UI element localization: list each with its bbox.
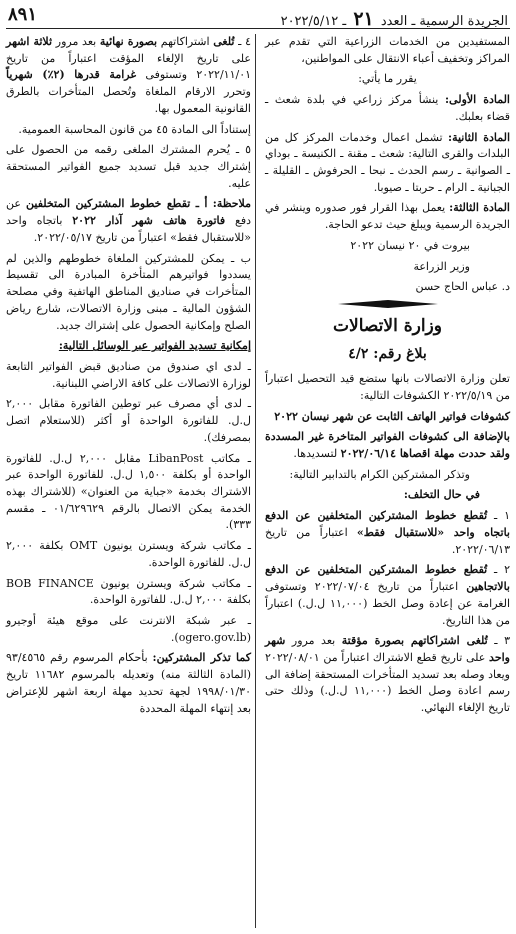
measure-3-bold: تُلغى اشتراكاتهم بصورة مؤقتة	[341, 634, 488, 648]
place-date: بيروت في ٢٠ نيسان ٢٠٢٢	[350, 238, 470, 252]
decides-line: يقرر ما يأتي:	[358, 72, 417, 86]
measure-1-num: ١ ـ	[487, 509, 511, 523]
notice-number: بلاغ رقم: ٤/٢	[348, 345, 427, 362]
right-column	[265, 34, 510, 721]
ministry-heading: وزارة الاتصالات	[333, 316, 442, 337]
issue-number: ٢١	[353, 8, 374, 30]
measure-4-bold-d: غرامة قدرها (٢٪) شهرياً	[6, 68, 137, 82]
measure-2	[265, 562, 510, 629]
measure-2-num: ٢ ـ	[487, 563, 511, 577]
decision-preamble: المستفيدين من الخدمات الزراعية التي تقدم عبر المراكز وتخفيف أعباء الانتقال على المواطنين،	[265, 35, 510, 65]
article-3-text: يعمل بهذا القرار فور صدوره وينشر في الجريدة الرسمية ويبلغ حيث تدعو الحاجة.	[265, 201, 510, 232]
note-a-rest: باتجاه واحد «للاستقبال فقط» اعتباراً من تاريخ ٢٠٢٢/٠٥/١٧.	[6, 214, 251, 244]
measure-4-text-d: وتحرر الارقام الملغاة وتُحصل المتأخرات بالطرق القانونية المعمول بها.	[6, 85, 251, 115]
final-reminder-label: كما تذكر المشتركين:	[152, 651, 251, 665]
payment-method-3: ـ مكاتب LibanPost مقابل ٢,٠٠٠ ل.ل. للفاتورة الواحدة أو بكلفة ١,٥٠٠ ل.ل. للفاتورة الواحدة عبر الاشتراك بخدمة «جباية من العنوان» (للاشتراك بهذه الخدمة يمكن الاتصال بالرقم ٠١/٦٢٩٦٢٩ ـ مقسم ٣٣٣).	[6, 451, 251, 532]
note-a-bold: تقطع خطوط المشتركين المتخلفين	[26, 197, 191, 211]
page-number: ٨٩١	[8, 4, 38, 25]
article-2	[265, 130, 510, 197]
measure-1	[265, 508, 510, 558]
overdue-bold: بالإضافة الى كشوفات الفواتير المتاخرة غير المسددة ولقد حددت مهلة اقصاها ٢٠٢٢/٠٦/١٤	[265, 430, 510, 461]
measure-3-text: بعد مرور	[285, 634, 342, 648]
measure-4-bold-a: تُلغى	[213, 35, 235, 48]
overdue-rest: لتسديدها.	[293, 447, 341, 461]
measure-3-num: ٣ ـ	[487, 634, 510, 648]
measure-4-bold-c: ثلاثة اشهر	[6, 35, 53, 48]
note-a-label: ملاحظة: أ ـ	[190, 197, 251, 211]
measure-2-text: اعتباراً من تاريخ ٢٠٢٢/٠٧/٠٤ وتستوفى الغرامة عن إعادة وصل الخط (١١,٠٠٠ ل.ل.) اعتباراً من هذا التاريخ.	[265, 580, 510, 627]
note-a-text: عن دفع	[6, 197, 251, 228]
measure-4	[6, 34, 251, 118]
measure-2-bold: تُقطع خطوط المشتركين المتخلفين عن الدفع بالاتجاهين	[265, 563, 510, 594]
note-b: ب ـ يمكن للمشتركين الملغاة خطوطهم والذين لم يسددوا فواتيرهم المتأخرة المبادرة الى تقسيط المتأخرات في صناديق المناطق الهاتفية وفي مصلحة الشؤون المالية ـ مبنى وزارة الاتصالات، شارع رياض الصلح وإمكانية الحصول على إشتراك جديد.	[6, 251, 251, 332]
minister-title: وزير الزراعة	[413, 259, 470, 273]
article-1-label: المادة الأولى:	[445, 93, 510, 107]
note-a	[6, 196, 251, 246]
measure-4-text-a: اشتراكاتهم	[157, 35, 214, 48]
payment-method-6: ـ عبر شبكة الانترنت على موقع هيئة أوجيرو (ogero.gov.lb).	[6, 614, 251, 644]
measure-5: ٥ ـ يُحرم المشترك الملغى رقمه من الحصول على إشتراك جديد قبل تسديد جميع الفواتير المستحقة عليه.	[6, 143, 251, 190]
statements-line	[265, 409, 510, 426]
article-3	[265, 200, 510, 233]
final-reminder	[6, 650, 251, 717]
article-2-label: المادة الثانية:	[448, 130, 511, 144]
issue-date: ـ ٢٠٢٢/٥/١٢	[280, 14, 347, 29]
measure-1-bold: تُقطع خطوط المشتركين المتخلفين عن الدفع باتجاه واحد «للاستقبال فقط»	[265, 509, 510, 539]
payment-method-4: ـ مكاتب شركة ويسترن يونيون OMT بكلفة ٢,٠٠٠ ل.ل. للفاتورة الواحدة.	[6, 539, 251, 569]
column-divider	[255, 34, 256, 928]
payment-method-5: ـ مكاتب شركة ويسترن يونيون BOB FINANCE بكلفة ٢,٠٠٠ ل.ل. للفاتورة الواحدة.	[6, 576, 251, 607]
final-reminder-text: بأحكام المرسوم رقم ٩٣/٤٥٦٥ (المادة الثالثة منه) وتعديله بالمرسوم ١١٦٨٢ تاريخ ١٩٩٨/٠١/٣٠ لجهة تحديد مهلة اربعة اشهر للإعتراض بعد إنتهاء المهلة المحددة	[6, 651, 252, 715]
article-1-text: ينشأ مركز زراعي في بلدة شعث ـ قضاء بعلبك.	[265, 93, 510, 123]
payment-method-2: ـ لدى أي مصرف عبر توطين الفاتورة مقابل ٢,٠٠٠ ل.ل. للفاتورة الواحدة أو أكثر (للاستعلام اتصل بمصرفك).	[6, 397, 251, 444]
measure-3-rest: على تاريخ قطع الاشتراك اعتباراً من ٢٠٢٢/٠٨/٠١ ويعاد وصله بعد تسديد المتأخرات المستحقة إضافة الى رسم اعادة وصل الخط (١١,٠٠٠ ل.ل.) وذلك حتى تاريخ الإلغاء النهائي.	[265, 650, 510, 715]
measure-3	[265, 633, 510, 717]
statements-text: كشوفات فواتير الهاتف الثابت عن شهر نيسان ٢٠٢٢	[274, 409, 510, 423]
reminder-line: وتذكر المشتركين الكرام بالتدابير التالية:	[289, 467, 470, 481]
measure-3-period: شهر واحد	[265, 634, 510, 664]
gazette-name: الجريدة الرسمية ـ العدد	[380, 14, 508, 29]
measure-4-text-b: بعد مرور	[52, 35, 100, 48]
article-2-text: تشمل اعمال وخدمات المركز كل من البلدات والقرى التالية: شعث ـ مقنة ـ الكنيسة ـ بوداي ـ الصوانية ـ رسم الحدث ـ نبحا ـ الحرفوش ـ القليلة ـ الجبانية ـ الرام ـ حربتا ـ صيوبا.	[265, 130, 510, 194]
note-a-invoice: فاتورة هاتف شهر آذار ٢٠٢٢	[72, 214, 226, 228]
gazette-title	[281, 8, 508, 30]
article-1	[265, 92, 510, 125]
article-3-label: المادة الثالثة:	[449, 201, 510, 215]
measure-4-text-c: على تاريخ الإلغاء المؤقت اعتباراً من تاريخ ٢٠٢٢/١١/٠١ وتستوفى	[6, 51, 252, 82]
measure-4-num: ٤ ـ	[234, 35, 252, 48]
late-heading: في حال التخلف:	[403, 488, 480, 502]
measure-1-text: اعتباراً من تاريخ ٢٠٢٢/٠٦/١٣.	[265, 525, 510, 556]
minister-name: د. عباس الحاج حسن	[415, 280, 510, 294]
left-column	[6, 34, 251, 721]
overdue-line	[265, 429, 510, 462]
page-header	[6, 6, 510, 29]
measure-4-bold-b: بصورة نهائية	[99, 35, 158, 48]
payment-method-1: ـ لدى اي صندوق من صناديق قبض الفواتير التابعة لوزارة الاتصالات على كافة الاراضي اللبنانية.	[6, 359, 251, 390]
measure-4-note: إستناداً الى المادة ٤٥ من قانون المحاسبة العمومية.	[18, 122, 251, 136]
section-ornament	[265, 300, 510, 308]
notice-intro: تعلن وزارة الاتصالات بانها ستضع قيد التحصيل اعتباراً من ٢٠٢٢/٥/١٩ الكشوفات التالية:	[265, 372, 510, 402]
payment-heading: إمكانية تسديد الفواتير عبر الوسائل التالية:	[58, 339, 251, 353]
